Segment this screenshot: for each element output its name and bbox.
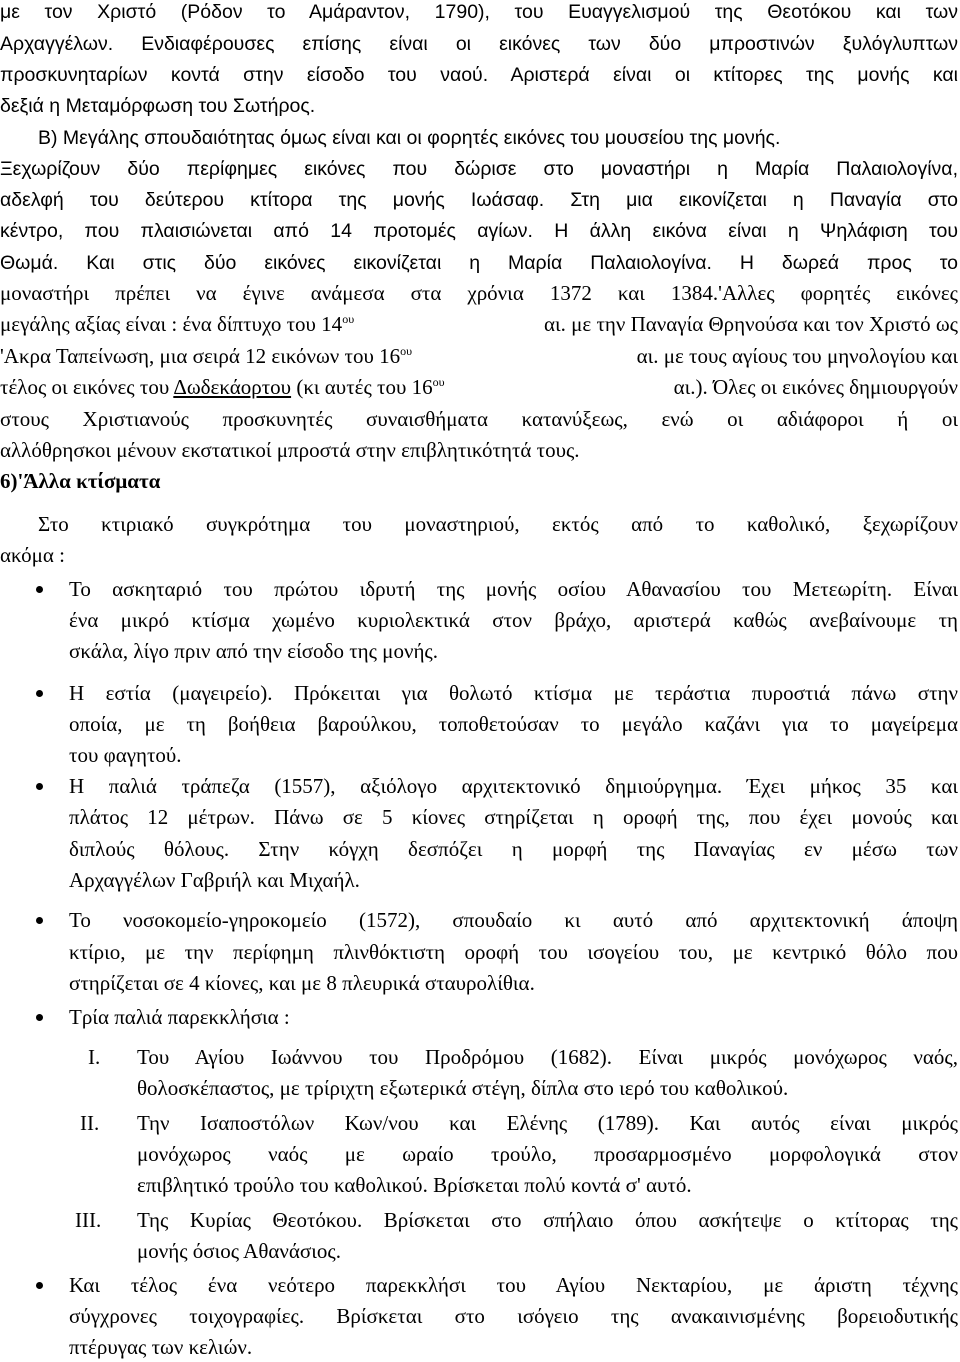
bullet-dot xyxy=(36,1282,43,1289)
sublist-line: μονόχωρος ναός με ωραίο τρούλο, προσαρμοσμένο μορφολογικά στον xyxy=(137,1142,958,1166)
bullet-dot xyxy=(36,586,43,593)
list-item-line: Το νοσοκομείο-γηροκομείο (1572), σπουδαίο κι αυτό από αρχιτεκτονική άποψη xyxy=(69,908,958,932)
sublist-line: θολοσκέπαστος, με τρίριχτη εξωτερικά στέγη, δίπλα στο ιερό του καθολικού. xyxy=(137,1076,789,1100)
paragraph-line: Αρχαγγέλων. Ενδιαφέρουσες επίσης είναι οι εικόνες των δύο μπροστινών ξυλόγλυπτων xyxy=(0,33,958,55)
text-run: τέλος οι εικόνες του Δωδεκάορτου (κι αυτές του $16^{o\upsilon}$ xyxy=(0,375,445,399)
paragraph-line xyxy=(0,346,958,367)
text-run: 'Ακρα Ταπείνωση, μια σειρά 12 εικόνων του $16^{o\upsilon}$ xyxy=(0,344,413,368)
list-item-line: Αρχαγγέλων Γαβριήλ και Μιχαήλ. xyxy=(69,868,360,892)
paragraph-line: προσκυνηταρίων κοντά στην είσοδο του ναού. Αριστερά είναι οι κτίτορες της μονής και xyxy=(0,64,958,86)
list-item-line: Και τέλος ένα νεότερο παρεκκλήσι του Αγίου Νεκταρίου, με άριστη τέχνης xyxy=(69,1273,958,1297)
bullet-dot xyxy=(36,690,43,697)
roman-numeral: II. xyxy=(80,1111,100,1135)
paragraph-line: Ξεχωρίζουν δύο περίφημες εικόνες που δώρισε στο μοναστήρι η Μαρία Παλαιολογίνα, xyxy=(0,158,958,180)
intro-line: Στο κτιριακό συγκρότημα του μοναστηριού, εκτός από το καθολικό, ξεχωρίζουν xyxy=(38,512,958,536)
bullet-dot xyxy=(36,1014,43,1021)
list-item-line: στηρίζεται σε 4 κίονες, και με 8 πλευρικά σταυρολίθια. xyxy=(69,971,535,995)
paragraph-line xyxy=(0,377,958,398)
paragraph-line: Β) Μεγάλης σπουδαιότητας όμως είναι και οι φορητές εικόνες του μουσείου της μονής. xyxy=(38,127,781,149)
list-item-line: Η εστία (μαγειρείο). Πρόκειται για θολωτό κτίσμα με τεράστια πυροστιά πάνω στην xyxy=(69,681,958,705)
list-item-line: ένα μικρό κτίσμα χωμένο κυριολεκτικά στον βράχο, αριστερά καθώς ανεβαίνουμε τη xyxy=(69,608,958,632)
list-item-line: πτέρυγας των κελιών. xyxy=(69,1335,253,1359)
paragraph-line: δεξιά η Μεταμόρφωση του Σωτήρος. xyxy=(0,95,316,117)
list-item-line: σύγχρονες τοιχογραφίες. Βρίσκεται στο ισόγειο της ανακαινισμένης βορειοδυτικής xyxy=(69,1304,958,1328)
sublist-line: μονής όσιος Αθανάσιος. xyxy=(137,1239,341,1263)
paragraph-line: με τον Χριστό (Ρόδον το Αμάραντον, 1790), του Ευαγγελισμού της Θεοτόκου και των xyxy=(0,1,958,23)
sublist-line: Της Κυρίας Θεοτόκου. Βρίσκεται στο σπήλαιο όπου ασκήτεψε ο κτίτορας της xyxy=(137,1208,958,1232)
roman-numeral: I. xyxy=(88,1045,101,1069)
list-item-line: Τρία παλιά παρεκκλήσια : xyxy=(69,1005,290,1029)
text-run: αι. με τους αγίους του μηνολογίου και xyxy=(636,344,958,368)
text-run: μεγάλης αξίας είναι : ένα δίπτυχο του $14^{o\upsilon}$ xyxy=(0,312,355,336)
list-item-line: οποία, με τη βοήθεια βαρούλκου, τοποθετούσαν το μεγάλο καζάνι για το μαγείρεμα xyxy=(69,712,958,736)
list-item-line: Το ασκηταριό του πρώτου ιδρυτή της μονής οσίου Αθανασίου του Μετεωρίτη. Είναι xyxy=(69,577,958,601)
bullet-dot xyxy=(36,917,43,924)
paragraph-line: κέντρο, που πλαισιώνεται από 14 προτομές αγίων. Η άλλη εικόνα είναι η Ψηλάφιση του xyxy=(0,220,958,242)
list-item-line: σκάλα, λίγο πριν από την είσοδο της μονής. xyxy=(69,639,438,663)
paragraph-line: Θωμά. Και στις δύο εικόνες εικονίζεται η Μαρία Παλαιολογίνα. Η δωρεά προς το xyxy=(0,252,958,274)
sublist-line: Του Αγίου Ιωάννου του Προδρόμου (1682). Είναι μικρός μονόχωρος ναός, xyxy=(137,1045,958,1069)
bullet-dot xyxy=(36,783,43,790)
paragraph-line xyxy=(0,314,958,335)
list-item-line: διπλούς θόλους. Στην κόγχη δεσπόζει η μορφή της Παναγίας εν μέσω των xyxy=(69,837,958,861)
roman-numeral: III. xyxy=(75,1208,102,1232)
list-item-line: πλάτος 12 μέτρων. Πάνω σε 5 κίονες στηρίζεται η οροφή της, που έχει μονούς και xyxy=(69,805,958,829)
paragraph-line: στους Χριστιανούς προσκυνητές συναισθήματα κατανύξεως, ενώ οι αδιάφοροι ή οι xyxy=(0,407,958,431)
sublist-line: επιβλητικό τρούλο του καθολικού. Βρίσκεται πολύ κοντά σ' αυτό. xyxy=(137,1173,692,1197)
intro-line: ακόμα : xyxy=(0,543,65,567)
text-run: αι. με την Παναγία Θρηνούσα και τον Χριστό ως xyxy=(543,312,958,336)
paragraph-line: αλλόθρησκοι μένουν εκστατικοί μπροστά στην επιβλητικότητά τους. xyxy=(0,438,580,462)
sublist-line: Την Ισαποστόλων Κων/νου και Ελένης (1789). Και αυτός είναι μικρός xyxy=(137,1111,958,1135)
paragraph-line: αδελφή του δεύτερου κτίτορα της μονής Ιωάσαφ. Στη μια εικονίζεται η Παναγία στο xyxy=(0,189,958,211)
section-heading: 6)'Άλλα κτίσματα xyxy=(0,469,161,493)
list-item-line: Η παλιά τράπεζα (1557), αξιόλογο αρχιτεκτονικό δημιούργημα. Έχει μήκος 35 και xyxy=(69,774,958,798)
text-run: αι.). Όλες οι εικόνες δημιουργούν xyxy=(673,375,958,399)
list-item-line: κτίριο, με την περίφημη πλινθόκτιστη οροφή του ισογείου του, με κεντρικό θόλο που xyxy=(69,940,958,964)
paragraph-line: μοναστήρι πρέπει να έγινε ανάμεσα στα χρόνια 1372 και 1384.'Αλλες φορητές εικόνες xyxy=(0,281,958,305)
list-item-line: του φαγητού. xyxy=(69,743,182,767)
